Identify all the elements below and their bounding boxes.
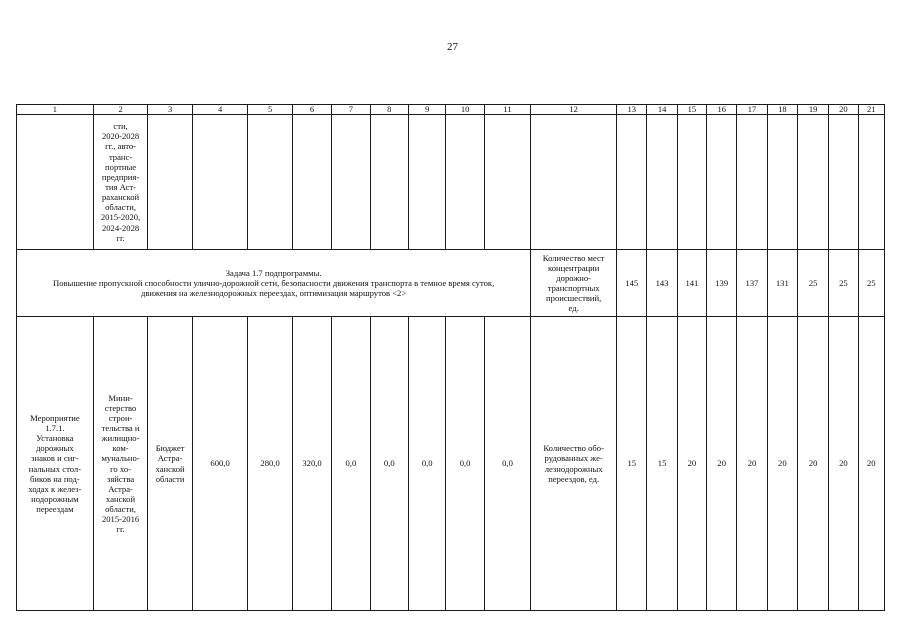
- column-number: 18: [767, 105, 797, 115]
- table-cell: [248, 115, 292, 250]
- measure-executor: Мини- стерство строи- тельства и жилищно- ком- мунально- го хо- зяйства Астра- ханской области, 2015-2016 гг.: [93, 317, 148, 611]
- column-number: 10: [446, 105, 484, 115]
- column-number: 3: [148, 105, 192, 115]
- funding-amount: 0,0: [484, 317, 530, 611]
- table-cell: [797, 115, 828, 250]
- column-number: 21: [858, 105, 884, 115]
- column-number: 14: [647, 105, 677, 115]
- task-indicator: Количество мест концентрации дорожно- транспортных происшествий, ед.: [531, 250, 617, 317]
- funding-amount: 0,0: [409, 317, 446, 611]
- table-cell: [617, 115, 647, 250]
- table-cell: [677, 115, 706, 250]
- table-cell: [647, 115, 677, 250]
- column-number: 17: [737, 105, 767, 115]
- continuation-row: [17, 115, 885, 250]
- funding-amount: 0,0: [370, 317, 408, 611]
- table-cell: [767, 115, 797, 250]
- table-cell: [332, 115, 370, 250]
- funding-amount: 0,0: [332, 317, 370, 611]
- column-number: 1: [17, 105, 94, 115]
- indicator-value: 25: [858, 250, 884, 317]
- measure-indicator: Количество обо- рудованных же- лезнодорожных переездов, ед.: [531, 317, 617, 611]
- table-cell: [737, 115, 767, 250]
- table-cell: [148, 115, 192, 250]
- column-number: 19: [797, 105, 828, 115]
- indicator-value: 20: [829, 317, 858, 611]
- table-cell: [409, 115, 446, 250]
- table-cell: [707, 115, 737, 250]
- column-number: 12: [531, 105, 617, 115]
- indicator-value: 25: [797, 250, 828, 317]
- indicator-value: 137: [737, 250, 767, 317]
- indicator-value: 20: [707, 317, 737, 611]
- column-number: 8: [370, 105, 408, 115]
- indicator-value: 20: [677, 317, 706, 611]
- column-number: 16: [707, 105, 737, 115]
- column-number: 4: [192, 105, 248, 115]
- column-number: 15: [677, 105, 706, 115]
- funding-amount: 0,0: [446, 317, 484, 611]
- column-number: 20: [829, 105, 858, 115]
- funding-amount: 320,0: [292, 317, 331, 611]
- column-numbers-row: [17, 105, 885, 115]
- indicator-value: 15: [647, 317, 677, 611]
- continued-executor-cell: сти, 2020-2028 гг., авто- транс- портные предприя- тия Аст- раханской области, 2015-2020, 2024-2028 гг.: [93, 115, 148, 250]
- indicator-value: 20: [767, 317, 797, 611]
- table-cell: [829, 115, 858, 250]
- indicator-value: 20: [858, 317, 884, 611]
- table-cell: [370, 115, 408, 250]
- measure-name: Мероприятие 1.7.1. Установка дорожных знаков и сиг- нальных стол- биков на под- ходах к желез- нодорожным переездам: [17, 317, 94, 611]
- indicator-value: 143: [647, 250, 677, 317]
- table-cell: [484, 115, 530, 250]
- indicator-value: 25: [829, 250, 858, 317]
- funding-source: Бюджет Астра- ханской области: [148, 317, 192, 611]
- measure-row: [17, 317, 885, 611]
- indicator-value: 141: [677, 250, 706, 317]
- table-cell: [192, 115, 248, 250]
- indicator-value: 15: [617, 317, 647, 611]
- indicator-value: 139: [707, 250, 737, 317]
- table-cell: [292, 115, 331, 250]
- column-number: 9: [409, 105, 446, 115]
- table-cell: [446, 115, 484, 250]
- column-number: 7: [332, 105, 370, 115]
- indicator-value: 131: [767, 250, 797, 317]
- table-cell: [531, 115, 617, 250]
- indicator-value: 145: [617, 250, 647, 317]
- page-number: 27: [447, 41, 458, 53]
- task-description: Задача 1.7 подпрограммы. Повышение пропускной способности улично-дорожной сети, безопасности движения транспорта в темное время суток, движения на железнодорожных переездах, оптимизация маршрутов <2>: [17, 250, 531, 317]
- funding-amount: 600,0: [192, 317, 248, 611]
- column-number: 5: [248, 105, 292, 115]
- table-cell: [858, 115, 884, 250]
- column-number: 11: [484, 105, 530, 115]
- table-cell: [17, 115, 94, 250]
- funding-amount: 280,0: [248, 317, 292, 611]
- indicator-value: 20: [797, 317, 828, 611]
- column-number: 13: [617, 105, 647, 115]
- task-row: [17, 250, 885, 317]
- column-number: 2: [93, 105, 148, 115]
- indicator-value: 20: [737, 317, 767, 611]
- program-table: [16, 104, 885, 611]
- column-number: 6: [292, 105, 331, 115]
